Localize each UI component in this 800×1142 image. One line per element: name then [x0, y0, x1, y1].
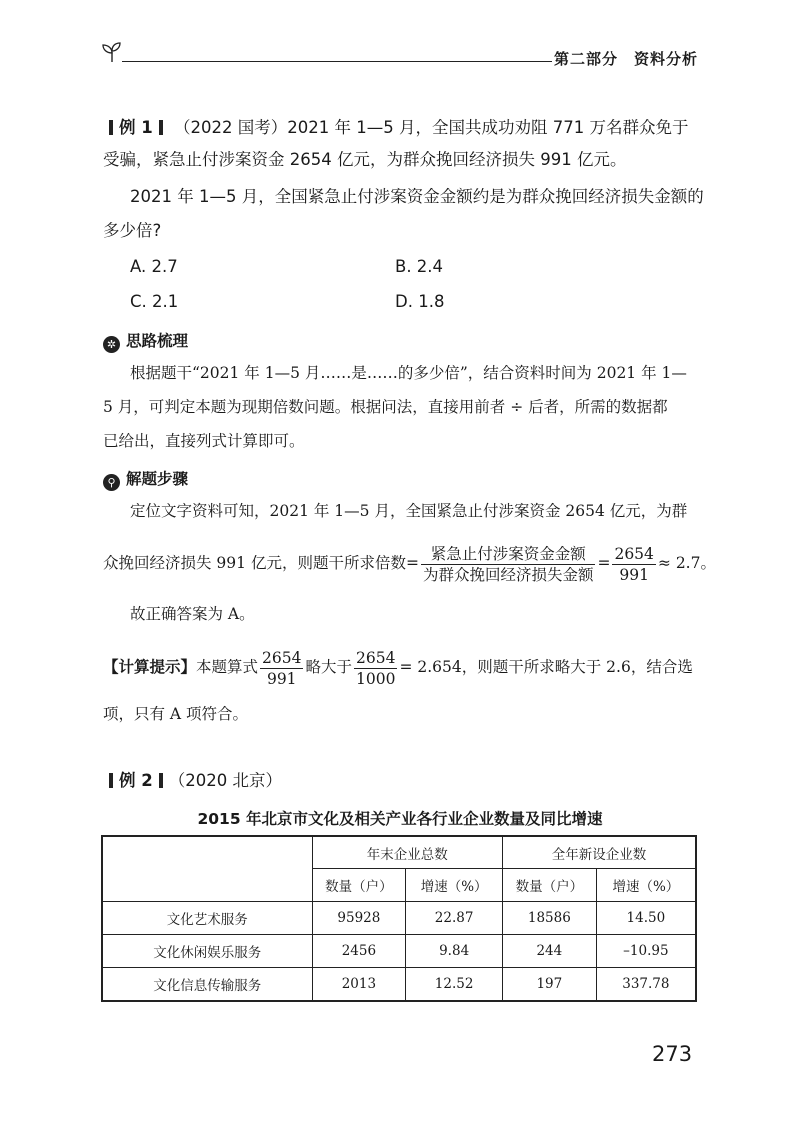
question-line2: 多少倍? — [103, 221, 162, 240]
group-header: 年末企业总数 — [312, 836, 502, 869]
option-b: B. 2.4 — [395, 257, 444, 276]
table-row: 文化休闲娱乐服务 2456 9.84 244 –10.95 — [102, 935, 696, 968]
thinking-line1: 根据题干“2021 年 1—5 月……是……的多少倍”，结合资料时间为 2021 年 1— — [130, 364, 687, 382]
example-text: 2021 年 1—5 月，全国共成功劝阻 771 万名群众免于 — [287, 118, 689, 137]
ratio-fraction-number: $\frac{2654}{991}$ — [614, 544, 654, 584]
ratio-fraction-text: $\frac{\text{紧急止付涉案资金金额}}{\text{为群众挽回经济损失金额}}$ — [422, 544, 594, 584]
example1-line2: 受骗，紧急止付涉案资金 2654 亿元，为群众挽回经济损失 991 亿元。 — [103, 150, 627, 169]
data-table — [101, 835, 697, 1002]
table-corner — [102, 836, 312, 902]
thinking-heading: ✲ 思路梳理 — [103, 329, 188, 353]
table-title: 2015 年北京市文化及相关产业各行业企业数量及同比增速 — [197, 810, 603, 828]
thinking-line2: 5 月，可判定本题为现期倍数问题。根据问法，直接用前者 ÷ 后者，所需的数据都 — [103, 398, 668, 416]
thinking-line3: 已给出，直接列式计算即可。 — [103, 432, 305, 450]
example1-line1 — [103, 118, 693, 138]
gear-icon: ✲ — [103, 336, 120, 353]
option-d: D. 1.8 — [395, 292, 445, 311]
calc-tip-line2: 项，只有 A 项符合。 — [103, 705, 249, 723]
column-header: 数量（户） — [312, 869, 406, 902]
section-title: 第二部分 资料分析 — [553, 50, 698, 68]
sprout-icon — [100, 40, 124, 64]
option-a: A. 2.7 — [130, 257, 178, 276]
group-header: 全年新设企业数 — [502, 836, 696, 869]
column-header: 增速（%） — [596, 869, 696, 902]
calc-tip-line1: 【计算提示】本题算式 $\frac{2654}{991}$ 略大于 $\frac{2654}{1000}$ = 2.654，则题干所求略大于 2.6，结合选 — [103, 648, 693, 688]
solution-line2: 众挽回经济损失 991 亿元，则题干所求倍数= $\frac{\text{紧急止付涉案资金金额}}{\text{为群众挽回经济损失金额}}$ = $\frac{2654}{991}$ ≈ 2.7。 — [103, 544, 716, 584]
option-c: C. 2.1 — [130, 292, 179, 311]
example-source: （2022 国考） — [173, 118, 288, 137]
table-row: 文化艺术服务 95928 22.87 18586 14.50 — [102, 902, 696, 935]
solution-heading: ⚲ 解题步骤 — [103, 467, 188, 491]
page-number: 273 — [652, 1042, 693, 1066]
column-header: 增速（%） — [406, 869, 503, 902]
table-row: 文化信息传输服务 2013 12.52 197 337.78 — [102, 968, 696, 1002]
example-label: 例 1 — [119, 118, 153, 137]
header-rule — [122, 61, 552, 62]
magnifier-icon: ⚲ — [103, 474, 120, 491]
column-header: 数量（户） — [502, 869, 596, 902]
running-header — [100, 40, 698, 74]
question-line1: 2021 年 1—5 月，全国紧急止付涉案资金金额约是为群众挽回经济损失金额的 — [130, 187, 704, 206]
solution-conclusion: 故正确答案为 A。 — [130, 605, 255, 623]
solution-line1: 定位文字资料可知，2021 年 1—5 月，全国紧急止付涉案资金 2654 亿元，为群 — [130, 502, 688, 520]
example2-heading: 例 2 （2020 北京） — [103, 771, 693, 791]
